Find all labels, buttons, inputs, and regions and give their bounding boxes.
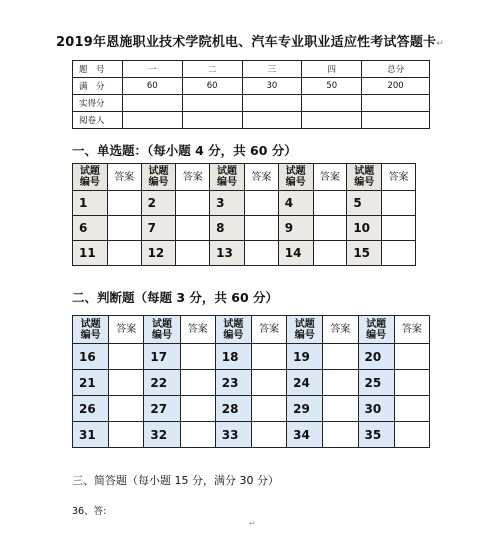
- question-number: 11: [73, 241, 108, 266]
- header-line: 试题: [217, 166, 238, 177]
- answer-cell[interactable]: [394, 422, 429, 448]
- header-line: 编号: [366, 329, 387, 341]
- question-number-header: [73, 316, 109, 344]
- section3-heading: 三、简答题（每小题 15 分，满分 30 分）: [72, 474, 279, 487]
- question-number-header: [358, 316, 394, 344]
- score-row-label: 阅卷人: [73, 112, 123, 129]
- question-number-header: [144, 316, 180, 344]
- answer-cell[interactable]: [244, 191, 278, 216]
- question-number-header: [141, 164, 176, 191]
- answer-cell[interactable]: [180, 344, 215, 370]
- answer-cell[interactable]: [382, 216, 416, 241]
- header-line: 编号: [285, 177, 306, 188]
- score-entry-cell[interactable]: [182, 95, 242, 112]
- header-line: 编号: [80, 329, 101, 341]
- answer-cell[interactable]: [251, 344, 286, 370]
- question-number: 30: [358, 396, 394, 422]
- question-number: 7: [141, 216, 176, 241]
- answer-cell[interactable]: [109, 370, 144, 396]
- header-line: 编号: [354, 177, 375, 188]
- header-line: 试题: [79, 166, 100, 177]
- header-line: 编号: [294, 329, 315, 341]
- score-header-cell: 三: [242, 61, 302, 78]
- answer-cell[interactable]: [323, 396, 358, 422]
- score-row: [73, 95, 430, 112]
- header-line: 试题: [366, 318, 387, 330]
- score-row: [73, 78, 430, 95]
- question-number: 26: [73, 396, 109, 422]
- header-line: 编号: [151, 329, 172, 341]
- score-header-row: [73, 61, 430, 78]
- answer-row: [73, 216, 416, 241]
- score-entry-cell[interactable]: [242, 112, 302, 129]
- header-line: 试题: [285, 166, 306, 177]
- question-number: 4: [278, 191, 313, 216]
- answer-row: [73, 241, 416, 266]
- header-line: 编号: [223, 329, 244, 341]
- answer-row: [73, 422, 430, 448]
- answer-cell[interactable]: [394, 370, 429, 396]
- score-table: [72, 60, 430, 129]
- answer-cell[interactable]: [109, 396, 144, 422]
- question-number: 13: [210, 241, 245, 266]
- section1-heading: 一、单选题：（每小题 4 分，共 60 分）: [72, 143, 297, 158]
- question-number: 3: [210, 191, 245, 216]
- answer-cell[interactable]: [180, 370, 215, 396]
- section2-heading: 二、判断题（每题 3 分，共 60 分）: [72, 290, 279, 305]
- answer-cell[interactable]: [323, 370, 358, 396]
- header-line: 试题: [151, 318, 172, 330]
- question-number-header: [215, 316, 251, 344]
- score-header-cell: 四: [302, 61, 362, 78]
- score-entry-cell[interactable]: [182, 112, 242, 129]
- question-number: 17: [144, 344, 180, 370]
- page-title: [0, 31, 500, 50]
- answer-cell[interactable]: [251, 422, 286, 448]
- answer-row: [73, 370, 430, 396]
- answer-row: [73, 344, 430, 370]
- question-number: 20: [358, 344, 394, 370]
- question-number: 32: [144, 422, 180, 448]
- answer-cell[interactable]: [323, 422, 358, 448]
- answer-cell[interactable]: [244, 216, 278, 241]
- question-number: 25: [358, 370, 394, 396]
- score-value-cell: 60: [182, 78, 242, 95]
- question-number-header: [210, 164, 245, 191]
- score-entry-cell[interactable]: [302, 112, 362, 129]
- answer-cell[interactable]: [107, 241, 141, 266]
- question-number-header: [73, 164, 108, 191]
- score-header-cell: 总分: [362, 61, 430, 78]
- question-36-answer-label: 36、答:: [72, 506, 107, 517]
- header-line: 试题: [223, 318, 244, 330]
- question-number: 27: [144, 396, 180, 422]
- answer-cell[interactable]: [251, 396, 286, 422]
- question-number: 24: [287, 370, 323, 396]
- paragraph-mark-icon: ↵: [249, 519, 256, 528]
- question-number: 14: [278, 241, 313, 266]
- header-line: 试题: [148, 166, 169, 177]
- answer-header: 答案: [394, 316, 429, 344]
- answer-cell[interactable]: [313, 191, 347, 216]
- score-row-label: 实得分: [73, 95, 123, 112]
- answer-header: 答案: [313, 164, 347, 191]
- question-number: 33: [215, 422, 251, 448]
- question-number-header: [347, 164, 382, 191]
- answer-header: 答案: [109, 316, 144, 344]
- answer-cell[interactable]: [251, 370, 286, 396]
- answer-header: 答案: [323, 316, 358, 344]
- score-entry-cell[interactable]: [122, 95, 182, 112]
- question-number-header: [287, 316, 323, 344]
- answer-header: 答案: [251, 316, 286, 344]
- answer-row: [73, 191, 416, 216]
- question-number: 6: [73, 216, 108, 241]
- answer-cell[interactable]: [107, 216, 141, 241]
- answer-cell[interactable]: [394, 344, 429, 370]
- answer-header: 答案: [180, 316, 215, 344]
- question-number: 9: [278, 216, 313, 241]
- answer-cell[interactable]: [180, 396, 215, 422]
- score-header-cell: 二: [182, 61, 242, 78]
- answer-cell[interactable]: [176, 191, 210, 216]
- score-header-cell: 一: [122, 61, 182, 78]
- true-false-answer-table: [72, 315, 430, 448]
- question-number: 12: [141, 241, 176, 266]
- question-number: 22: [144, 370, 180, 396]
- question-number: 16: [73, 344, 109, 370]
- question-number: 31: [73, 422, 109, 448]
- score-entry-cell[interactable]: [242, 95, 302, 112]
- header-line: 编号: [148, 177, 169, 188]
- answer-cell[interactable]: [109, 344, 144, 370]
- answer-cell[interactable]: [176, 241, 210, 266]
- answer-cell[interactable]: [382, 191, 416, 216]
- question-number: 10: [347, 216, 382, 241]
- question-number: 1: [73, 191, 108, 216]
- answer-cell[interactable]: [244, 241, 278, 266]
- single-choice-answer-table: [72, 163, 416, 266]
- score-value-cell: 200: [362, 78, 430, 95]
- paragraph-mark-icon: ↵: [436, 39, 444, 49]
- question-number: 21: [73, 370, 109, 396]
- score-value-cell: 30: [242, 78, 302, 95]
- score-entry-cell[interactable]: [302, 95, 362, 112]
- answer-cell[interactable]: [176, 216, 210, 241]
- score-row: [73, 112, 430, 129]
- answer-cell[interactable]: [323, 344, 358, 370]
- answer-cell[interactable]: [109, 422, 144, 448]
- score-entry-cell[interactable]: [362, 95, 430, 112]
- score-entry-cell[interactable]: [362, 112, 430, 129]
- answer-header-row: [73, 316, 430, 344]
- score-header-cell: 题 号: [73, 61, 123, 78]
- answer-header: 答案: [176, 164, 210, 191]
- answer-cell[interactable]: [382, 241, 416, 266]
- question-number: 23: [215, 370, 251, 396]
- header-line: 编号: [217, 177, 238, 188]
- question-number: 15: [347, 241, 382, 266]
- question-number: 19: [287, 344, 323, 370]
- header-line: 试题: [294, 318, 315, 330]
- score-row-label: 满 分: [73, 78, 123, 95]
- answer-cell[interactable]: [394, 396, 429, 422]
- answer-header: 答案: [244, 164, 278, 191]
- question-number: 18: [215, 344, 251, 370]
- answer-header-row: [73, 164, 416, 191]
- question-number: 28: [215, 396, 251, 422]
- answer-header: 答案: [107, 164, 141, 191]
- answer-header: 答案: [382, 164, 416, 191]
- header-line: 试题: [354, 166, 375, 177]
- question-number: 35: [358, 422, 394, 448]
- question-number: 5: [347, 191, 382, 216]
- answer-cell[interactable]: [107, 191, 141, 216]
- score-value-cell: 50: [302, 78, 362, 95]
- question-number: 34: [287, 422, 323, 448]
- score-value-cell: 60: [122, 78, 182, 95]
- question-number: 8: [210, 216, 245, 241]
- score-entry-cell[interactable]: [122, 112, 182, 129]
- header-line: 试题: [80, 318, 101, 330]
- answer-row: [73, 396, 430, 422]
- question-number: 2: [141, 191, 176, 216]
- title-text: 2019年恩施职业技术学院机电、汽车专业职业适应性考试答题卡: [56, 35, 437, 50]
- answer-cell[interactable]: [313, 241, 347, 266]
- answer-cell[interactable]: [180, 422, 215, 448]
- answer-cell[interactable]: [313, 216, 347, 241]
- question-number: 29: [287, 396, 323, 422]
- header-line: 编号: [79, 177, 100, 188]
- question-number-header: [278, 164, 313, 191]
